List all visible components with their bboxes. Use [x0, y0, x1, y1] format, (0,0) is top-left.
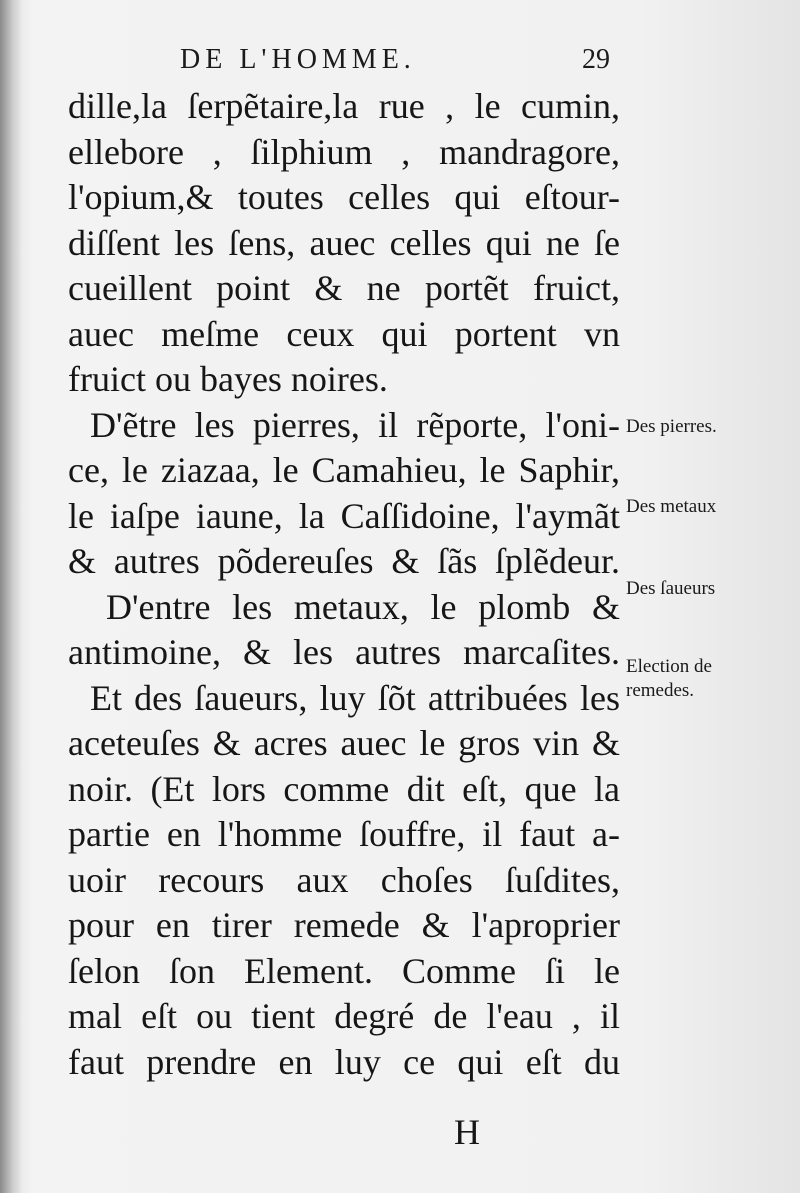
text-line: & autres põdereuſes & ſãs ſplẽdeur.: [68, 541, 620, 581]
text-line: diſſent les ſens, auec celles qui ne ſe: [68, 222, 620, 263]
text-line: faut prendre en luy ce qui eſt du: [68, 1041, 620, 1082]
text-line: pour en tirer remede & l'aproprier: [68, 905, 620, 945]
text-line: D'ẽtre les pierres, il rẽporte, l'oni-: [90, 404, 620, 445]
text-line: partie en l'homme ſouffre, il faut a-: [68, 814, 620, 854]
text-line: antimoine, & les autres marcaſites.: [68, 632, 620, 672]
text-line: l'opium,& toutes celles qui eſtour-: [68, 177, 620, 217]
text-line: ellebore , ſilphium , mandragore,: [68, 131, 620, 172]
margin-note-election: Election de: [626, 656, 712, 677]
text-line: ſelon ſon Element. Comme ſi le: [68, 950, 620, 991]
text-line: noir. (Et lors comme dit eſt, que la: [68, 768, 620, 809]
page-header: [180, 42, 610, 78]
signature-mark: H: [454, 1112, 480, 1152]
margin-note-metaux: Des metaux: [626, 496, 717, 517]
running-head: DE L'HOMME.: [180, 44, 416, 75]
text-line: Et des ſaueurs, luy ſõt attribuées les: [90, 677, 620, 718]
text-line: ce, le ziazaa, le Camahieu, le Saphir,: [68, 450, 620, 490]
text-line: auec meſme ceux qui portent vn: [68, 313, 620, 354]
text-line: mal eſt ou tient degré de l'eau , il: [68, 996, 620, 1036]
text-line: D'entre les metaux, le plomb &: [106, 586, 620, 627]
text-line: fruict ou bayes noires.: [68, 359, 388, 399]
margin-note-pierres: Des pierres.: [626, 416, 717, 437]
page-number: 29: [582, 44, 610, 75]
text-line: cueillent point & ne portẽt fruict,: [68, 268, 620, 308]
margin-note-remedes: remedes.: [626, 680, 695, 701]
text-line: dille,la ſerpẽtaire,la rue , le cumin,: [68, 86, 620, 126]
text-line: uoir recours aux choſes ſuſdites,: [68, 859, 620, 900]
text-line: le iaſpe iaune, la Caſſidoine, l'aymãt: [68, 495, 620, 536]
body-text: [68, 84, 620, 1085]
spine-shadow: [0, 0, 22, 1193]
text-line: aceteuſes & acres auec le gros vin &: [68, 723, 620, 763]
margin-note-saueurs: Des ſaueurs: [626, 578, 716, 599]
